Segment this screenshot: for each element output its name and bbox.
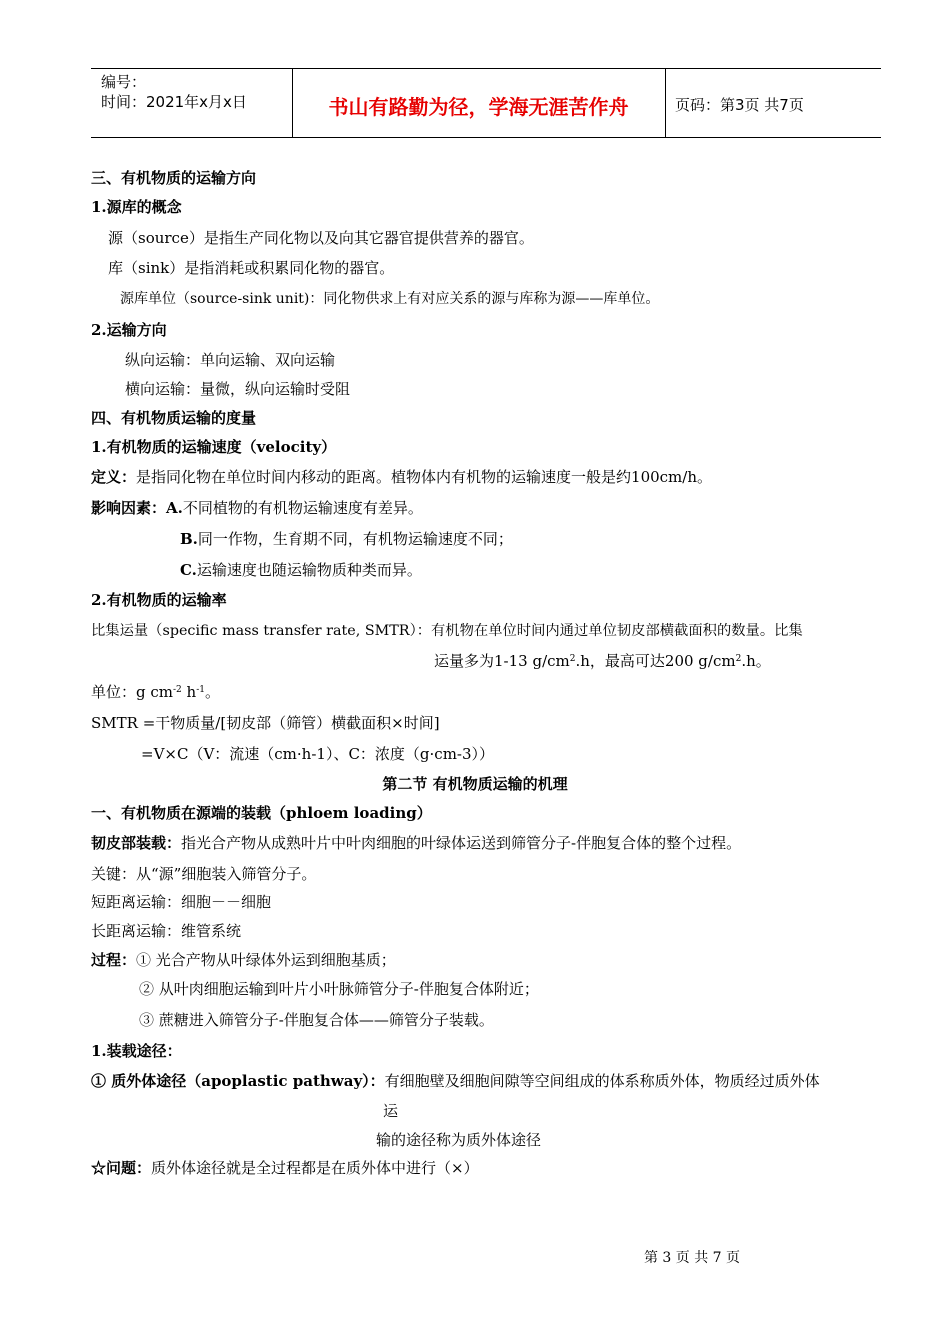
section-title: 第二节 有机物质运输的机理: [382, 775, 568, 793]
text-run: 。: [205, 683, 221, 701]
formula: SMTR =干物质量/[韧皮部（筛管）横截面积×时间]: [91, 714, 440, 732]
text-run: 运量多为1-13 g/cm: [434, 652, 570, 670]
factor-line: [180, 529, 513, 549]
subsection-heading: 2.运输方向: [91, 321, 167, 339]
pathway-text: 有细胞壁及细胞间隙等空间组成的体系称质外体，物质经过质外体: [384, 1072, 820, 1090]
factor-line: [180, 560, 422, 580]
paragraph: 短距离运输：细胞－－细胞: [91, 893, 272, 911]
process-step: ③ 蔗糖进入筛管分子-伴胞复合体——筛管分子装载。: [139, 1011, 494, 1029]
formula: =V×C（V：流速（cm·h-1）、C：浓度（g·cm-3））: [141, 745, 495, 763]
text-run: h: [181, 683, 197, 701]
process-line: [91, 950, 396, 970]
factor-text: 不同植物的有机物运输速度有差异。: [182, 499, 423, 517]
factor-mark: C.: [180, 561, 197, 579]
question-line: [91, 1158, 479, 1178]
section-heading: 三、有机物质的运输方向: [91, 169, 257, 187]
header-motto-cell: [292, 69, 666, 137]
process-label: 过程：: [91, 951, 137, 969]
unit-line: [91, 682, 220, 702]
paragraph-continuation: 输的途径称为质外体途径: [376, 1131, 542, 1149]
factor-line: [91, 498, 423, 518]
superscript: -1: [196, 685, 205, 695]
subsection-heading: 1.有机物质的运输速度（velocity）: [91, 438, 337, 456]
superscript: 2: [569, 654, 576, 664]
text-run: 单位：g cm: [91, 683, 173, 701]
question-label: ☆问题：: [91, 1159, 152, 1177]
section-heading: 一、有机物质在源端的装载（phloem loading）: [91, 804, 432, 822]
process-step: ② 从叶肉细胞运输到叶片小叶脉筛管分子-伴胞复合体附近；: [139, 980, 539, 998]
subsection-heading: 1.装载途径：: [91, 1042, 182, 1060]
header-table: [91, 68, 881, 138]
definition-label: 定义：: [91, 468, 137, 486]
number-label: 编号：: [101, 73, 147, 91]
subsection-heading: 2.有机物质的运输率: [91, 591, 227, 609]
definition-text: 指光合产物从成熟叶片中叶肉细胞的叶绿体运送到筛管分子-伴胞复合体的整个过程。: [181, 834, 742, 852]
definition-text: 是指同化物在单位时间内移动的距离。植物体内有机物的运输速度一般是约100cm/h。: [136, 468, 712, 486]
header-page-cell: [665, 69, 881, 137]
paragraph-continuation: 运: [383, 1102, 399, 1120]
paragraph-continuation: [434, 651, 771, 671]
factor-text: 同一作物，生育期不同，有机物运输速度不同；: [197, 530, 513, 548]
factor-text: 运输速度也随运输物质种类而异。: [196, 561, 422, 579]
pathway-line: [91, 1071, 820, 1091]
factor-label: 影响因素：: [91, 499, 167, 517]
superscript: -2: [173, 685, 182, 695]
section-heading: 四、有机物质运输的度量: [91, 409, 257, 427]
header-info-cell: [91, 69, 293, 137]
paragraph: 关键：从“源”细胞装入筛管分子。: [91, 865, 317, 883]
factor-mark: B.: [180, 530, 198, 548]
header-page-label: 页码：第3页 共7页: [675, 96, 804, 114]
motto: 书山有路勤为径，学海无涯苦作舟: [328, 95, 629, 119]
time-label: 时间：2021年x月x日: [101, 93, 247, 111]
paragraph: 长距离运输：维管系统: [91, 922, 242, 940]
definition-line: [91, 467, 712, 487]
subsection-heading: 1.源库的概念: [91, 198, 182, 216]
paragraph: 源库单位（source-sink unit)：同化物供求上有对应关系的源与库称为源——库单位。: [120, 291, 660, 307]
definition-line: [91, 833, 741, 853]
paragraph: 源（source）是指生产同化物以及向其它器官提供营养的器官。: [108, 229, 534, 247]
pathway-label: ① 质外体途径（apoplastic pathway）：: [91, 1072, 385, 1090]
question-text: 质外体途径就是全过程都是在质外体中进行（×）: [151, 1159, 479, 1177]
definition-label: 韧皮部装载：: [91, 834, 182, 852]
factor-mark: A.: [166, 499, 183, 517]
text-run: .h，最高可达200 g/cm: [575, 652, 736, 670]
paragraph: 库（sink）是指消耗或积累同化物的器官。: [108, 259, 395, 277]
paragraph: 横向运输：量微，纵向运输时受阻: [125, 380, 351, 398]
paragraph: 比集运量（specific mass transfer rate, SMTR）：有机物在单位时间内通过单位韧皮部横截面积的数量。比集: [91, 623, 803, 639]
page-footer: 第 3 页 共 7 页: [643, 1250, 741, 1266]
paragraph: 纵向运输：单向运输、双向运输: [125, 351, 336, 369]
process-step: ① 光合产物从叶绿体外运到细胞基质；: [136, 951, 396, 969]
superscript: 2: [735, 654, 742, 664]
text-run: .h。: [741, 652, 771, 670]
